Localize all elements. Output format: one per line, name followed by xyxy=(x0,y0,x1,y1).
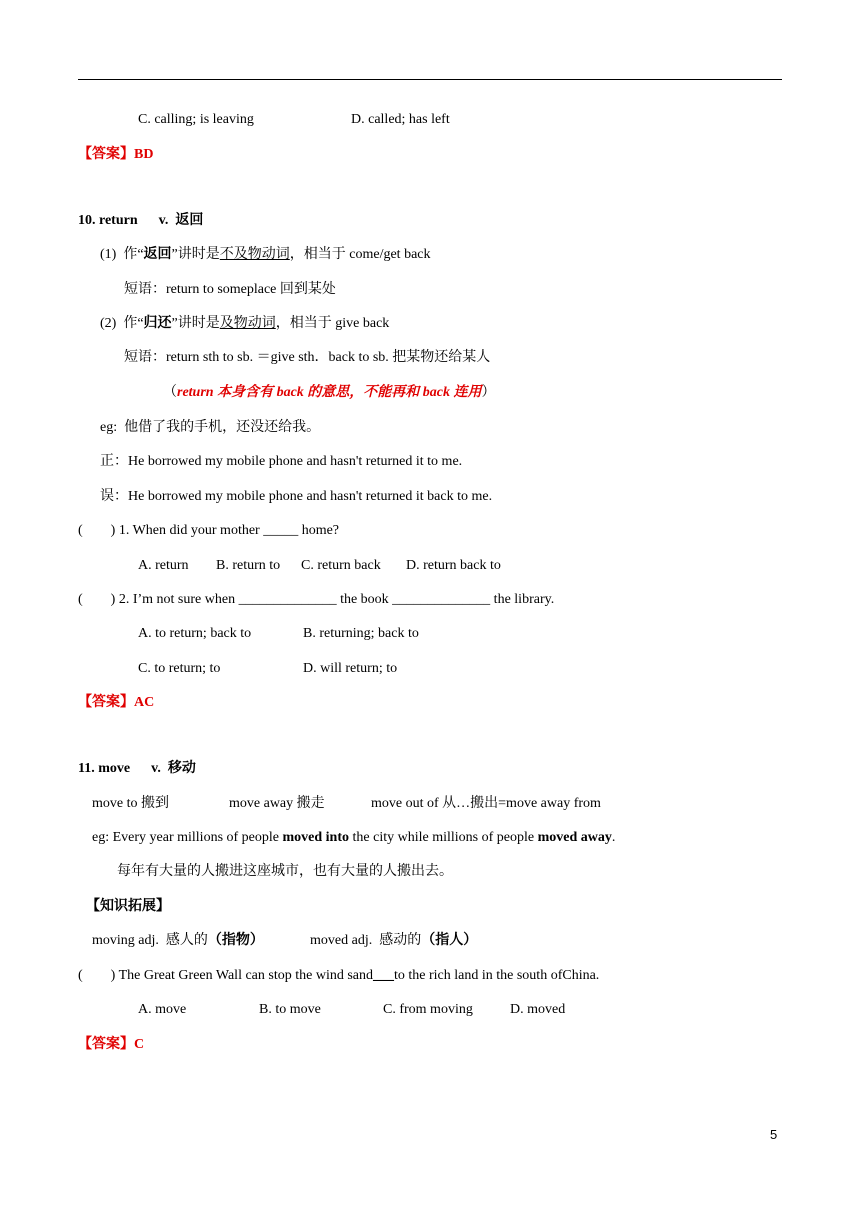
s10-point-2: (2) 作“归还”讲时是及物动词，相当于 give back xyxy=(100,316,390,331)
q9-option-c: C. calling; is leaving xyxy=(138,112,254,127)
s10-point-1: (1) 作“返回”讲时是不及物动词，相当于 come/get back xyxy=(100,247,431,262)
s10-question-1: ( ) 1. When did your mother _____ home? xyxy=(78,523,340,538)
s11-phrase-2: move away 搬走 xyxy=(229,796,325,811)
s11-example-translation: 每年有大量的人搬进这座城市，也有大量的人搬出去。 xyxy=(117,864,453,879)
page-number: 5 xyxy=(770,1127,778,1142)
s10-phrase-2: 短语：return sth to sb. ＝give sth．back to sb. 把某物还给某人 xyxy=(124,350,491,365)
s11-option-a: A. move xyxy=(138,1002,187,1017)
s10-heading: 10. return v. 返回 xyxy=(78,213,204,228)
s11-heading: 11. move v. 移动 xyxy=(78,761,196,776)
s10-q1-option-d: D. return back to xyxy=(406,558,501,573)
s10-incorrect: 误：He borrowed my mobile phone and hasn't returned it back to me. xyxy=(100,489,493,504)
s10-q2-option-a: A. to return; back to xyxy=(138,626,252,641)
q9-option-d: D. called; has left xyxy=(351,112,450,127)
s11-moved: moved adj. 感动的（指人） xyxy=(310,933,478,948)
s10-question-2: ( ) 2. I’m not sure when ______________ the book ______________ the library. xyxy=(78,592,555,607)
s10-note: （return 本身含有 back 的意思，不能再和 back 连用） xyxy=(163,385,496,400)
s10-correct: 正：He borrowed my mobile phone and hasn't returned it to me. xyxy=(100,454,463,469)
s10-q2-option-b: B. returning; back to xyxy=(303,626,419,641)
s11-option-c: C. from moving xyxy=(383,1002,473,1017)
s10-q1-option-b: B. return to xyxy=(216,558,281,573)
s10-q1-option-c: C. return back xyxy=(301,558,381,573)
s11-answer: 【答案】C xyxy=(78,1037,145,1052)
s11-phrase-1: move to 搬到 xyxy=(92,796,169,811)
s10-q1-option-a: A. return xyxy=(138,558,189,573)
s11-example: eg: Every year millions of people moved into the city while millions of people moved away. xyxy=(92,830,616,845)
s11-question: ( ) The Great Green Wall can stop the wind sand___to the rich land in the south ofChina. xyxy=(78,968,600,983)
s10-q2-option-c: C. to return; to xyxy=(138,661,221,676)
s11-phrase-3: move out of 从…搬出=move away from xyxy=(371,796,601,811)
s11-moving: moving adj. 感人的（指物） xyxy=(92,933,264,948)
header-rule xyxy=(78,79,782,80)
s10-q2-option-d: D. will return; to xyxy=(303,661,398,676)
s10-example: eg: 他借了我的手机，还没还给我。 xyxy=(100,420,321,435)
q9-answer: 【答案】BD xyxy=(78,147,154,162)
s10-answer: 【答案】AC xyxy=(78,695,155,710)
s10-phrase-1: 短语：return to someplace 回到某处 xyxy=(124,282,336,297)
s11-extension-title: 【知识拓展】 xyxy=(86,899,170,914)
s11-option-d: D. moved xyxy=(510,1002,566,1017)
s11-option-b: B. to move xyxy=(259,1002,321,1017)
